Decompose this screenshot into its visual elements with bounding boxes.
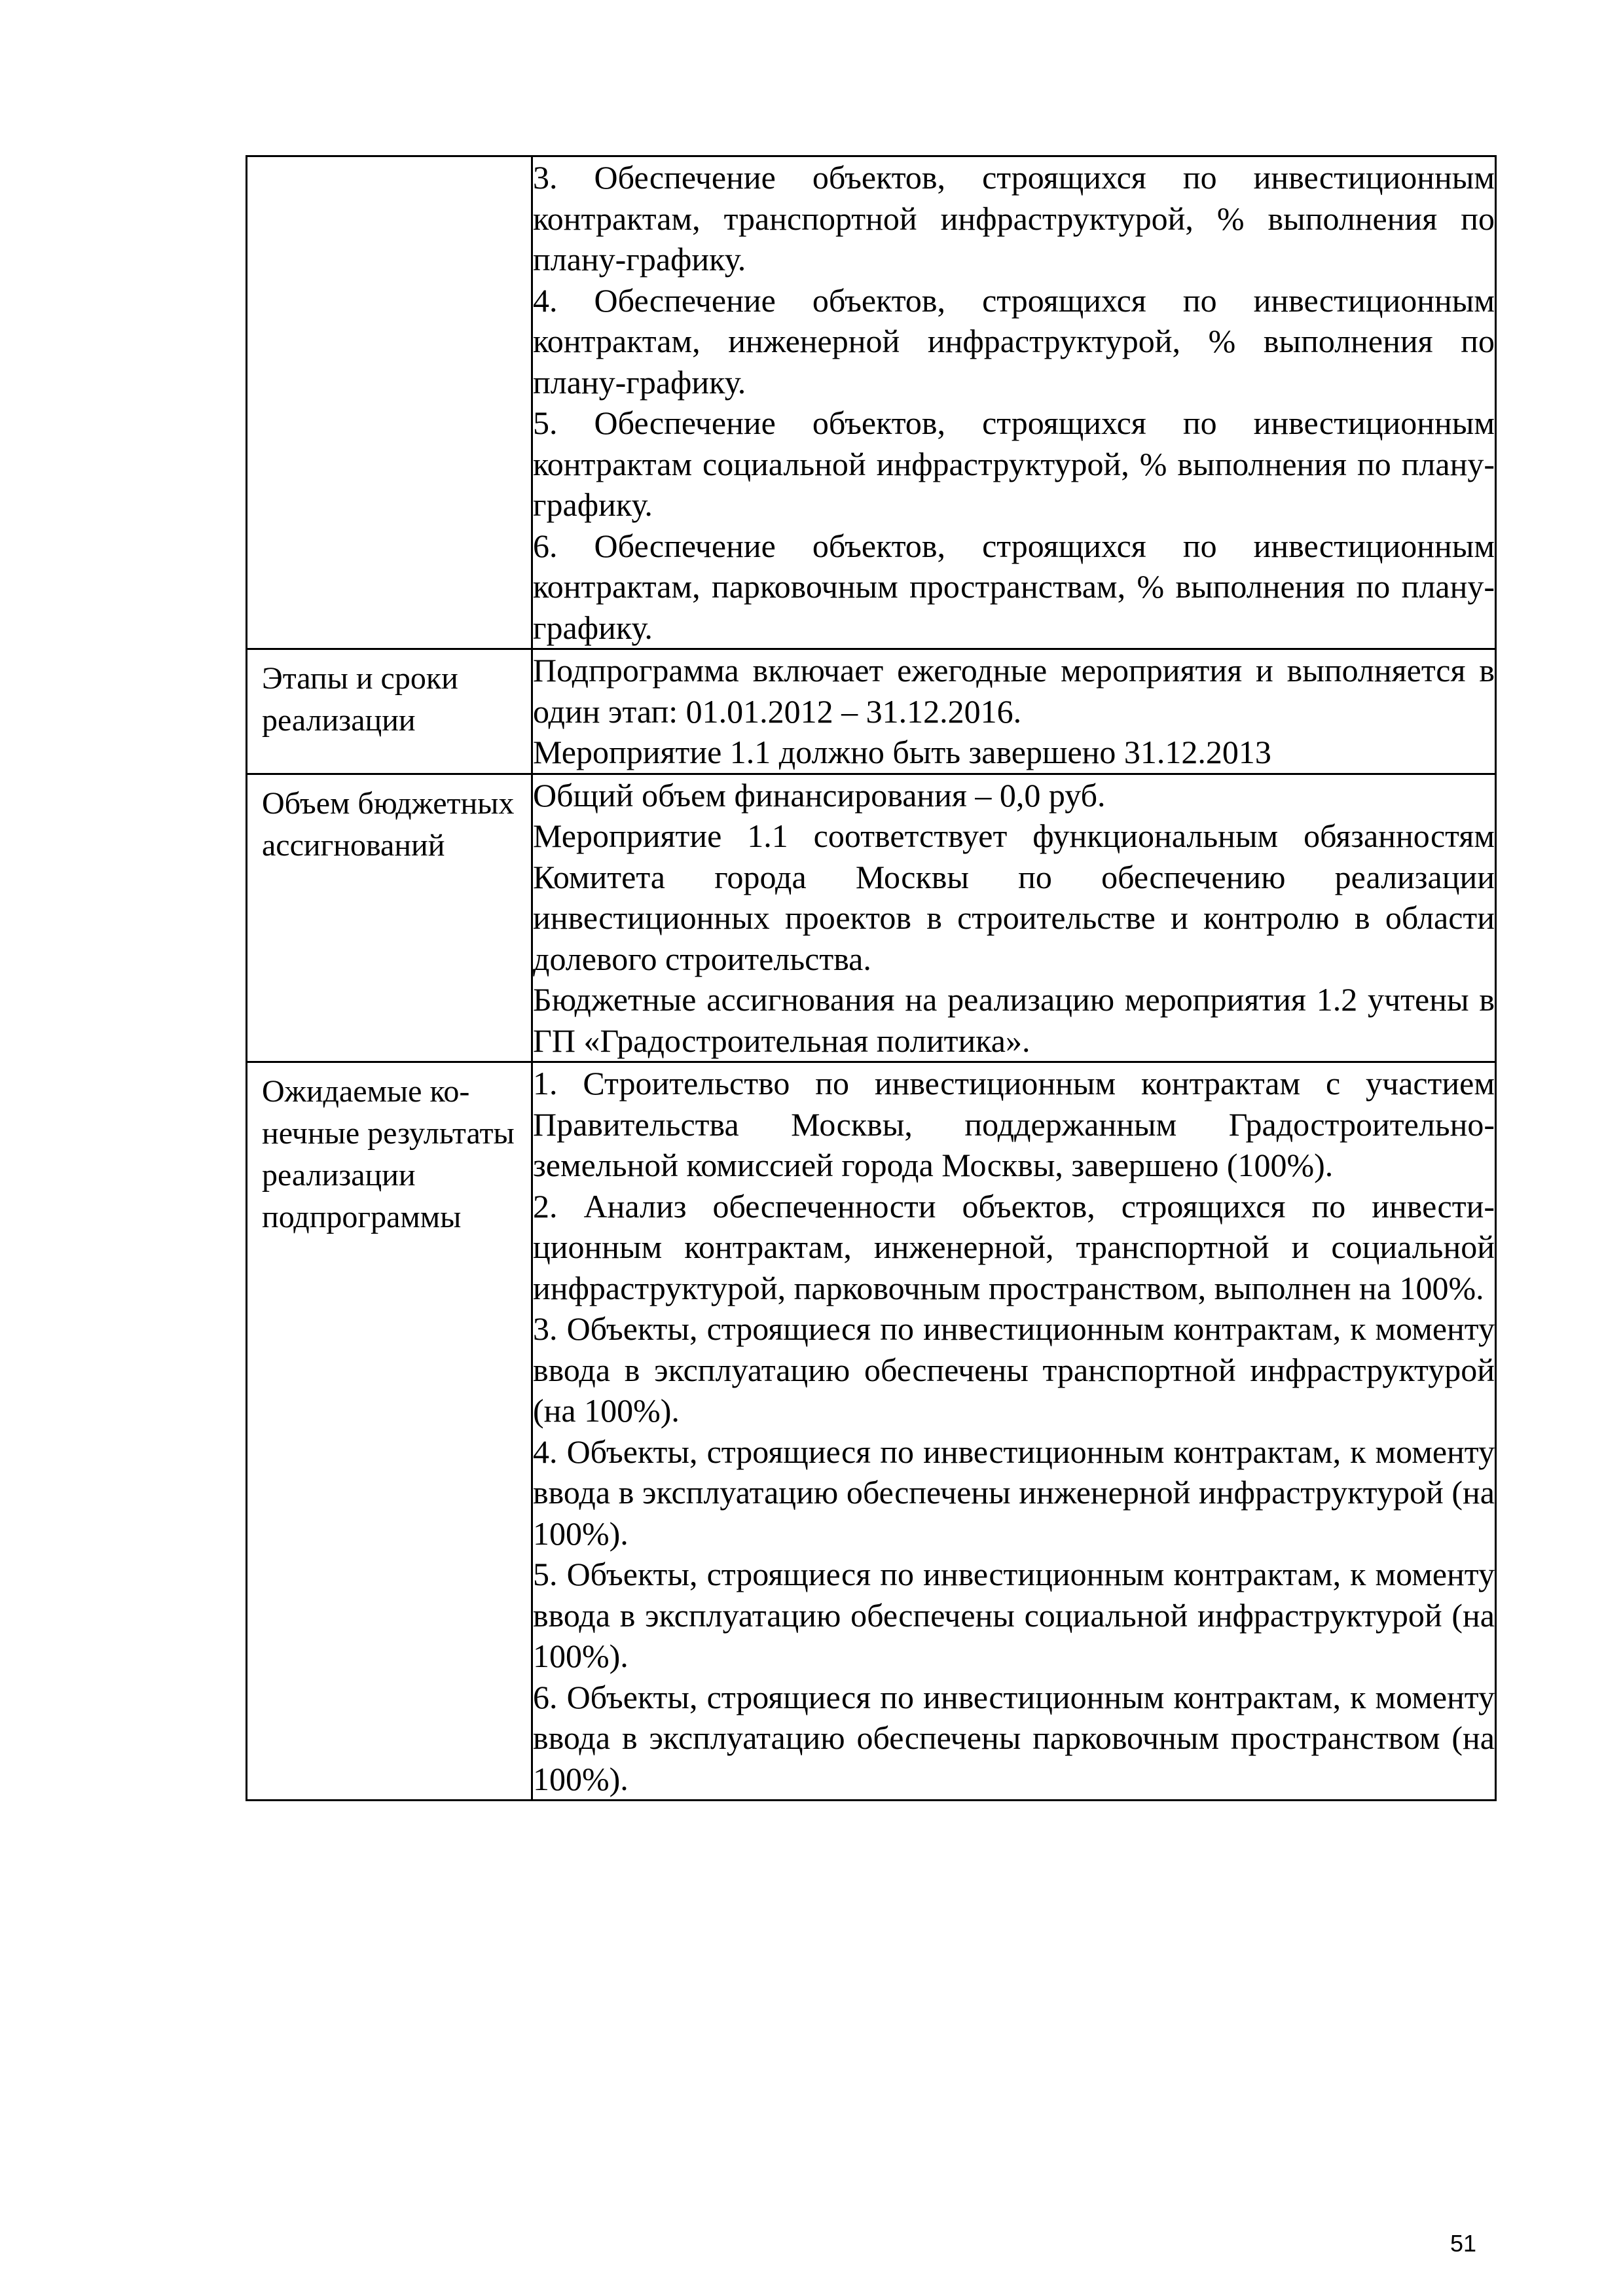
subprogram-passport-table — [246, 155, 1497, 1801]
table-row-budget — [247, 774, 1496, 1062]
result-item-4: 4. Объекты, строящиеся по инвестиционным контрактам, к моменту ввода в эксплуатацию обеспечены инженерной инфраструктурой (на 100%). — [533, 1433, 1495, 1552]
row-label-cell — [247, 156, 532, 649]
row-content-cell — [532, 156, 1496, 649]
row-label-cell — [247, 649, 532, 774]
row-label: Объем бюджетных ассигнований — [262, 785, 515, 863]
indicator-item-5: 5. Обеспечение объектов, строящихся по инвестиционным контрактам социальной инфраструктурой, % выполнения по плану-графику. — [533, 404, 1495, 523]
table-row-stages — [247, 649, 1496, 774]
row-label: Этапы и сроки реализации — [262, 661, 458, 738]
row-content-cell — [532, 649, 1496, 774]
result-item-3: 3. Объекты, строящиеся по инвестиционным контрактам, к моменту ввода в эксплуатацию обеспечены транспортной инфраструктурой (на 100%). — [533, 1310, 1495, 1429]
budget-allocation-paragraph: Бюджетные ассигнования на реализацию мероприятия 1.2 учтены в ГП «Градостроительная политика». — [533, 981, 1495, 1059]
indicator-item-6: 6. Обеспечение объектов, строящихся по инвестиционным контрактам, парковочным пространствам, % выполнения по плану-графику. — [533, 527, 1495, 646]
stages-paragraph: Подпрограмма включает ежегодные мероприятия и выполняется в один этап: 01.01.2012 – 31.12.2016. — [533, 652, 1495, 730]
indicator-item-3: 3. Обеспечение объектов, строящихся по инвестиционным контрактам, транспортной инфраструктурой, % выполнения по плану-графику. — [533, 159, 1495, 278]
row-label — [247, 157, 531, 173]
table-row-indicators — [247, 156, 1496, 649]
row-content-cell — [532, 1062, 1496, 1801]
result-item-6: 6. Объекты, строящиеся по инвестиционным контрактам, к моменту ввода в эксплуатацию обеспечены парковочным пространством (на 100%). — [533, 1678, 1495, 1797]
row-label-cell — [247, 774, 532, 1062]
stages-deadline-paragraph: Мероприятие 1.1 должно быть завершено 31.12.2013 — [533, 734, 1271, 770]
result-item-5: 5. Объекты, строящиеся по инвестиционным контрактам, к моменту ввода в эксплуатацию обеспечены социальной инфраструктурой (на 100%). — [533, 1556, 1495, 1674]
page-number: 51 — [1450, 2230, 1477, 2257]
budget-measure-paragraph: Мероприятие 1.1 соответствует функциональным обязанностям Комитета города Москвы по обеспечению реализации инвестиционных проектов в строительстве и контролю в области долевого строительства. — [533, 817, 1495, 977]
indicator-item-4: 4. Обеспечение объектов, строящихся по инвестиционным контрактам, инженерной инфраструктурой, % выполнения по плану-графику. — [533, 281, 1495, 401]
row-label: Ожидаемые конечные результаты реализации подпрограммы — [262, 1074, 515, 1234]
row-label-cell — [247, 1062, 532, 1801]
result-item-1: 1. Строительство по инвестиционным контрактам с участием Правительства Москвы, поддержанным Градостроительно-земельной комиссией города Москвы, завершено (100%). — [533, 1065, 1495, 1183]
result-item-2: 2. Анализ обеспеченности объектов, строящихся по инвестиционным контрактам, инженерной, транспортной и социальной инфраструктурой, парковочным пространством, выполнен на 100%. — [533, 1187, 1495, 1306]
table-row-results — [247, 1062, 1496, 1801]
row-content-cell — [532, 774, 1496, 1062]
budget-total-paragraph: Общий объем финансирования – 0,0 руб. — [533, 776, 1106, 814]
